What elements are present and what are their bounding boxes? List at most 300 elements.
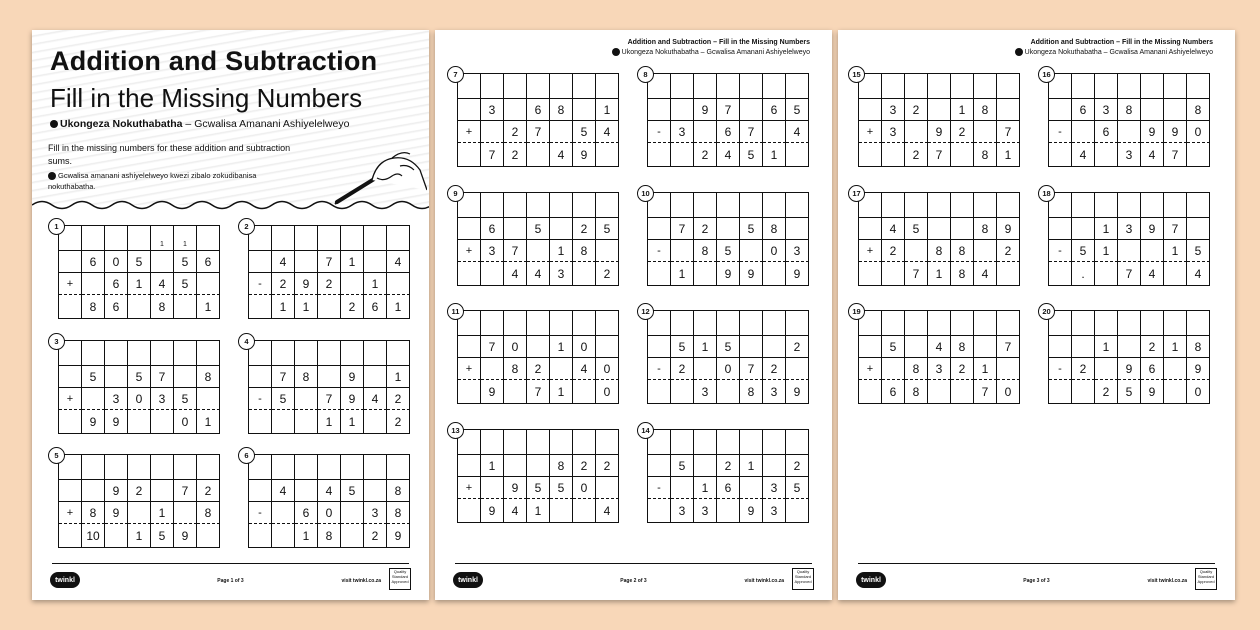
digit-cell[interactable] [504,99,527,121]
digit-grid [647,192,809,286]
carry-cell[interactable] [1164,311,1187,336]
digit-cell[interactable] [671,477,694,499]
digit-cell[interactable] [550,358,573,380]
answer-cell[interactable] [504,380,527,404]
carry-cell[interactable] [1187,74,1210,99]
answer-cell[interactable] [318,295,341,319]
digit-cell[interactable] [364,366,387,388]
digit-cell[interactable] [295,480,318,502]
answer-cell[interactable] [648,380,671,404]
digit-cell[interactable] [717,218,740,240]
digit-cell[interactable] [740,99,763,121]
carry-cell[interactable] [550,311,573,336]
carry-cell[interactable] [550,193,573,218]
digit-cell[interactable] [928,99,951,121]
carry-cell[interactable] [174,341,197,366]
carry-cell[interactable] [128,226,151,251]
answer-cell[interactable] [550,499,573,523]
answer-cell[interactable] [763,262,786,286]
carry-cell[interactable] [717,193,740,218]
carry-cell[interactable] [786,311,809,336]
carry-cell[interactable] [786,193,809,218]
digit-cell[interactable] [763,336,786,358]
digit-cell[interactable] [458,99,481,121]
digit-cell[interactable] [1187,218,1210,240]
digit-cell[interactable] [648,99,671,121]
digit-cell[interactable] [1072,218,1095,240]
carry-cell[interactable] [1141,311,1164,336]
answer-cell[interactable] [997,262,1020,286]
answer-cell: 8 [151,295,174,319]
carry-cell[interactable] [105,341,128,366]
carry-cell[interactable] [387,226,410,251]
carry-cell[interactable] [763,311,786,336]
digit-cell[interactable] [1141,240,1164,262]
carry-cell[interactable] [740,193,763,218]
digit-cell[interactable] [596,477,619,499]
digit-cell[interactable] [59,366,82,388]
digit-cell: 1 [128,273,151,295]
digit-cell: 4 [387,251,410,273]
digit-cell[interactable] [974,121,997,143]
digit-cell[interactable] [197,273,220,295]
digit-cell[interactable] [694,121,717,143]
answer-cell[interactable] [364,410,387,434]
problem-number: 19 [848,303,865,320]
digit-cell[interactable] [905,121,928,143]
digit-cell[interactable] [458,455,481,477]
carry-cell[interactable] [1072,311,1095,336]
carry-cell[interactable] [694,74,717,99]
twinkl-logo: twinkl [453,572,483,588]
digit-cell[interactable] [527,240,550,262]
carry-cell[interactable] [387,341,410,366]
answer-cell[interactable] [671,380,694,404]
answer-cell: 2 [905,143,928,167]
digit-cell[interactable] [928,218,951,240]
digit-cell: 1 [387,366,410,388]
digit-cell[interactable] [1118,121,1141,143]
answer-cell[interactable] [128,410,151,434]
digit-cell[interactable] [128,502,151,524]
answer-cell: 9 [740,499,763,523]
carry-cell[interactable] [1118,74,1141,99]
carry-cell[interactable] [997,74,1020,99]
carry-cell[interactable] [997,193,1020,218]
carry-cell[interactable] [786,430,809,455]
digit-cell[interactable] [272,502,295,524]
carry-cell[interactable] [1095,311,1118,336]
answer-cell: 9 [1141,380,1164,404]
carry-cell[interactable] [694,430,717,455]
answer-cell[interactable] [573,380,596,404]
digit-cell[interactable] [1141,99,1164,121]
carry-cell[interactable] [928,193,951,218]
answer-cell[interactable] [481,262,504,286]
carry-cell[interactable] [550,74,573,99]
carry-cell[interactable] [573,193,596,218]
carry-cell[interactable] [974,311,997,336]
digit-cell[interactable] [740,477,763,499]
carry-cell[interactable] [1095,74,1118,99]
answer-cell: 1 [295,524,318,548]
digit-cell[interactable] [1049,99,1072,121]
digit-cell[interactable] [341,273,364,295]
carry-cell[interactable] [928,74,951,99]
carry-cell[interactable] [527,193,550,218]
digit-cell: 3 [763,477,786,499]
problem-number: 17 [848,185,865,202]
digit-cell: 4 [573,358,596,380]
carry-cell[interactable] [341,226,364,251]
carry-cell[interactable]: 1 [151,226,174,251]
carry-cell[interactable] [364,455,387,480]
carry-cell[interactable] [1072,193,1095,218]
carry-cell[interactable] [481,74,504,99]
digit-grid [58,454,220,548]
digit-cell[interactable] [740,240,763,262]
answer-cell[interactable] [573,499,596,523]
carry-cell[interactable] [197,226,220,251]
carry-cell[interactable] [740,430,763,455]
operator-sign: - [1049,121,1072,143]
digit-cell[interactable] [174,502,197,524]
digit-cell[interactable] [573,99,596,121]
digit-cell[interactable] [82,480,105,502]
digit-cell[interactable] [341,502,364,524]
answer-cell[interactable] [786,499,809,523]
carry-cell[interactable] [1141,193,1164,218]
digit-cell[interactable] [481,358,504,380]
carry-cell[interactable] [694,193,717,218]
carry-cell[interactable] [740,311,763,336]
digit-cell[interactable] [1164,99,1187,121]
carry-cell[interactable] [763,430,786,455]
carry-cell[interactable] [882,311,905,336]
digit-cell: 6 [763,99,786,121]
carry-cell[interactable] [882,74,905,99]
answer-cell[interactable] [671,143,694,167]
carry-cell[interactable] [671,311,694,336]
digit-cell: 3 [105,388,128,410]
digit-cell[interactable] [596,240,619,262]
carry-cell[interactable] [694,311,717,336]
carry-cell[interactable] [128,455,151,480]
answer-cell[interactable] [128,295,151,319]
digit-cell[interactable] [458,218,481,240]
carry-cell[interactable] [951,74,974,99]
digit-cell[interactable] [859,218,882,240]
carry-cell[interactable]: 1 [174,226,197,251]
answer-cell[interactable] [1095,262,1118,286]
digit-cell[interactable] [481,477,504,499]
digit-cell[interactable] [859,336,882,358]
digit-cell[interactable] [387,273,410,295]
answer-cell[interactable] [272,524,295,548]
answer-cell[interactable] [1049,262,1072,286]
digit-cell[interactable] [859,99,882,121]
carry-cell[interactable] [341,455,364,480]
digit-cell[interactable] [671,99,694,121]
digit-cell[interactable] [82,388,105,410]
digit-cell[interactable] [174,366,197,388]
answer-cell[interactable] [151,410,174,434]
carry-cell[interactable] [82,455,105,480]
digit-cell[interactable] [1072,336,1095,358]
digit-cell: 3 [882,121,905,143]
website-link[interactable]: visit twinkl.co.za [1147,578,1187,584]
carry-cell[interactable] [596,193,619,218]
carry-cell[interactable] [1118,193,1141,218]
answer-cell[interactable] [573,262,596,286]
carry-cell[interactable] [905,193,928,218]
carry-cell[interactable] [481,193,504,218]
digit-cell[interactable] [197,388,220,410]
digit-cell[interactable] [1118,336,1141,358]
carry-cell[interactable] [951,193,974,218]
answer-cell[interactable] [295,410,318,434]
digit-cell[interactable] [59,251,82,273]
carry-cell[interactable] [596,74,619,99]
carry-cell[interactable] [763,193,786,218]
carry-cell[interactable] [504,74,527,99]
digit-cell[interactable] [249,366,272,388]
carry-cell[interactable] [481,430,504,455]
carry-cell[interactable] [197,341,220,366]
digit-cell[interactable] [481,121,504,143]
carry-cell[interactable] [174,455,197,480]
digit-cell[interactable] [671,240,694,262]
digit-cell: 1 [550,336,573,358]
digit-cell: 2 [882,240,905,262]
carry-cell[interactable] [1164,193,1187,218]
carry-cell[interactable] [481,311,504,336]
answer-cell[interactable] [928,380,951,404]
digit-cell[interactable] [648,336,671,358]
carry-cell[interactable] [318,455,341,480]
digit-cell[interactable] [974,336,997,358]
answer-cell: 1 [527,499,550,523]
carry-cell[interactable] [951,311,974,336]
answer-cell[interactable] [527,143,550,167]
carry-cell[interactable] [671,193,694,218]
digit-cell[interactable] [974,240,997,262]
digit-cell[interactable] [295,251,318,273]
answer-cell[interactable] [105,524,128,548]
digit-cell[interactable] [740,336,763,358]
digit-cell[interactable] [59,480,82,502]
carry-cell[interactable] [905,311,928,336]
digit-cell[interactable] [550,121,573,143]
carry-cell[interactable] [671,430,694,455]
carry-cell[interactable] [151,341,174,366]
carry-cell[interactable] [786,74,809,99]
digit-grid [457,73,619,167]
carry-cell[interactable] [105,455,128,480]
carry-cell[interactable] [527,430,550,455]
digit-cell[interactable] [249,480,272,502]
digit-cell[interactable] [648,455,671,477]
page-number: Page 3 of 3 [1023,578,1050,584]
digit-cell[interactable] [504,455,527,477]
digit-cell: 0 [573,477,596,499]
carry-cell[interactable] [364,226,387,251]
digit-cell[interactable] [105,366,128,388]
digit-cell[interactable] [694,358,717,380]
website-link[interactable]: visit twinkl.co.za [744,578,784,584]
carry-cell[interactable] [82,341,105,366]
answer-cell[interactable] [1164,380,1187,404]
digit-cell[interactable] [527,336,550,358]
digit-cell[interactable] [1095,358,1118,380]
carry-cell[interactable] [671,74,694,99]
digit-cell[interactable] [151,251,174,273]
carry-cell[interactable] [527,74,550,99]
carry-cell[interactable] [550,430,573,455]
digit-cell[interactable] [550,218,573,240]
carry-cell[interactable] [128,341,151,366]
digit-cell[interactable] [694,455,717,477]
answer-cell[interactable] [1072,380,1095,404]
answer-cell[interactable] [717,380,740,404]
carry-cell[interactable] [82,226,105,251]
carry-cell[interactable] [364,341,387,366]
answer-blank-cell [249,524,272,548]
carry-cell[interactable] [717,74,740,99]
carry-cell[interactable] [341,341,364,366]
answer-cell[interactable] [197,524,220,548]
digit-cell: 1 [481,455,504,477]
carry-cell[interactable] [527,311,550,336]
carry-cell[interactable] [197,455,220,480]
carry-cell[interactable] [272,341,295,366]
answer-cell[interactable] [1164,262,1187,286]
carry-cell[interactable] [295,226,318,251]
digit-cell[interactable] [1118,240,1141,262]
answer-cell: 0 [997,380,1020,404]
carry-cell[interactable] [1118,311,1141,336]
carry-cell[interactable] [1187,193,1210,218]
carry-cell[interactable] [1072,74,1095,99]
answer-cell[interactable] [951,143,974,167]
digit-cell[interactable] [364,480,387,502]
answer-cell[interactable] [951,380,974,404]
carry-cell[interactable] [740,74,763,99]
carry-cell[interactable] [573,311,596,336]
answer-cell[interactable] [1187,143,1210,167]
answer-blank-cell [648,143,671,167]
digit-cell: 4 [596,121,619,143]
carry-cell[interactable] [905,74,928,99]
digit-cell[interactable] [997,358,1020,380]
answer-cell: 3 [694,499,717,523]
carry-cell[interactable] [596,430,619,455]
digit-cell[interactable] [905,240,928,262]
digit-cell[interactable] [151,480,174,502]
digit-cell[interactable] [1049,336,1072,358]
website-link[interactable]: visit twinkl.co.za [341,578,381,584]
answer-cell[interactable] [272,410,295,434]
digit-cell[interactable] [1164,358,1187,380]
digit-cell[interactable] [786,358,809,380]
carry-cell[interactable] [882,193,905,218]
digit-cell[interactable] [951,218,974,240]
digit-cell[interactable] [527,455,550,477]
carry-cell[interactable] [504,193,527,218]
carry-cell[interactable] [504,311,527,336]
digit-cell[interactable] [596,336,619,358]
digit-cell[interactable] [504,218,527,240]
carry-cell[interactable] [763,74,786,99]
digit-cell[interactable] [763,455,786,477]
carry-cell[interactable] [928,311,951,336]
answer-cell[interactable] [882,262,905,286]
answer-cell[interactable] [1095,143,1118,167]
answer-cell: . [1072,262,1095,286]
digit-cell[interactable] [997,99,1020,121]
digit-cell[interactable] [882,358,905,380]
carry-cell[interactable] [387,455,410,480]
carry-cell[interactable] [573,430,596,455]
digit-cell: 2 [786,455,809,477]
carry-cell[interactable] [318,341,341,366]
carry-cell[interactable] [1187,311,1210,336]
digit-cell[interactable] [1072,121,1095,143]
answer-cell[interactable] [786,143,809,167]
carry-cell[interactable] [997,311,1020,336]
carry-cell[interactable] [105,226,128,251]
carry-cell[interactable] [1164,74,1187,99]
carry-cell[interactable] [295,341,318,366]
answer-cell[interactable] [174,295,197,319]
carry-cell[interactable] [974,74,997,99]
digit-cell[interactable] [364,251,387,273]
digit-cell: 4 [318,480,341,502]
digit-cell[interactable] [648,218,671,240]
carry-cell[interactable] [318,226,341,251]
digit-cell[interactable] [295,388,318,410]
answer-cell[interactable] [882,143,905,167]
carry-cell[interactable] [1095,193,1118,218]
digit-cell[interactable] [763,121,786,143]
digit-cell: 8 [1118,99,1141,121]
carry-cell[interactable] [717,430,740,455]
carry-cell[interactable] [717,311,740,336]
carry-cell[interactable] [1141,74,1164,99]
carry-cell[interactable] [151,455,174,480]
carry-cell[interactable] [295,455,318,480]
digit-cell[interactable] [458,336,481,358]
digit-cell[interactable] [905,336,928,358]
digit-cell[interactable] [1049,218,1072,240]
answer-cell[interactable] [717,499,740,523]
problem-number: 7 [447,66,464,83]
carry-cell[interactable] [573,74,596,99]
carry-cell[interactable] [272,455,295,480]
answer-cell[interactable] [694,262,717,286]
answer-cell[interactable] [596,143,619,167]
answer-cell[interactable] [341,524,364,548]
digit-cell[interactable] [82,273,105,295]
digit-cell[interactable] [318,366,341,388]
digit-cell[interactable] [249,251,272,273]
digit-cell[interactable] [786,218,809,240]
carry-cell[interactable] [504,430,527,455]
carry-cell[interactable] [974,193,997,218]
carry-cell[interactable] [596,311,619,336]
carry-cell[interactable] [272,226,295,251]
digit-cell: 7 [272,366,295,388]
